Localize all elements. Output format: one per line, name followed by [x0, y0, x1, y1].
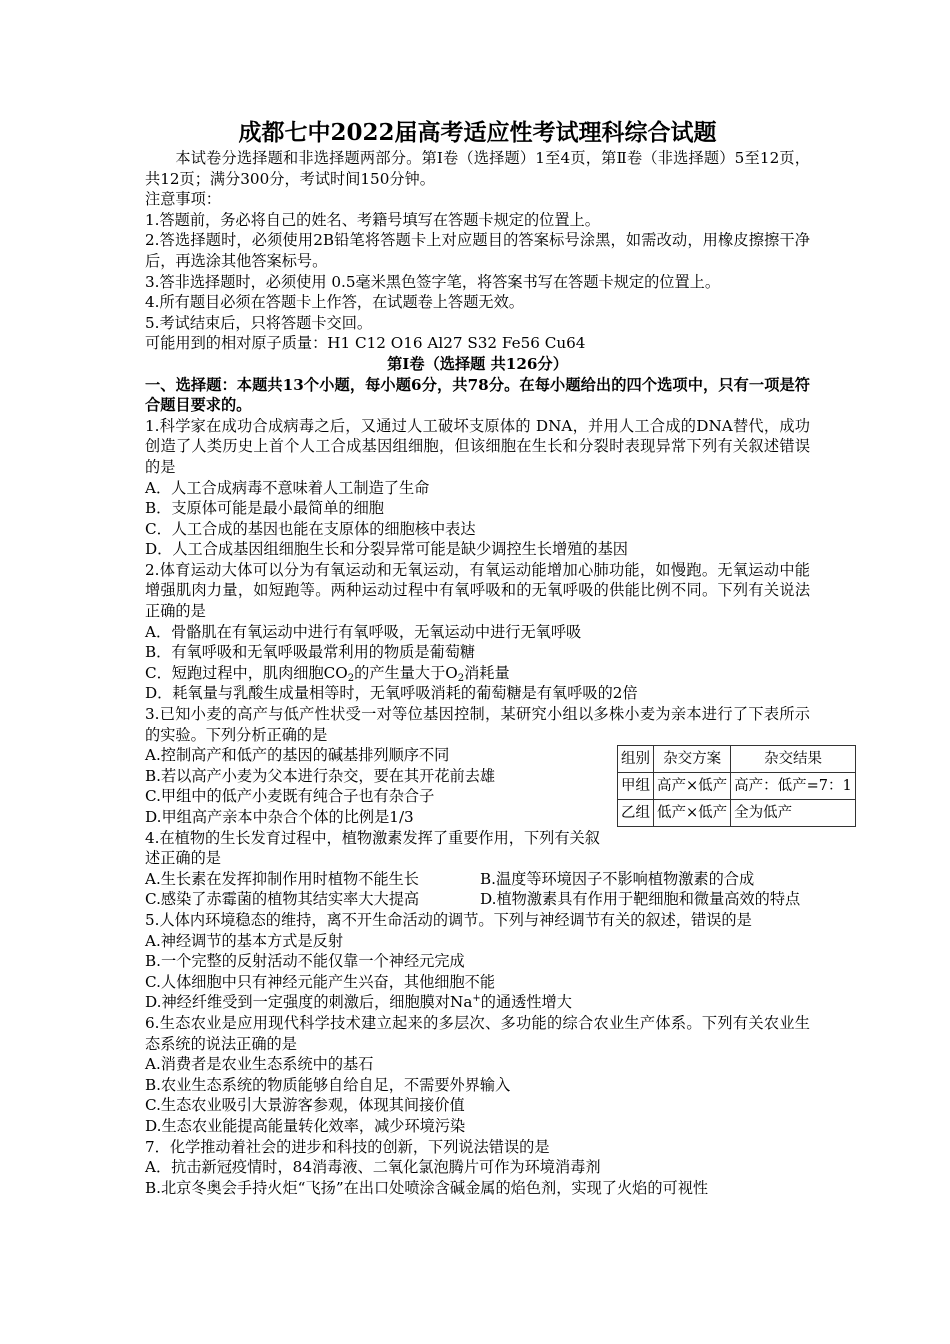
q2-option-a: A．骨骼肌在有氧运动中进行有氧呼吸，无氧运动中进行无氧呼吸	[145, 622, 582, 641]
q4-stem: 4.在植物的生长发育过程中，植物激素发挥了重要作用，下列有关叙述正确的是	[145, 828, 600, 868]
q6-option-a: A.消费者是农业生态系统中的基石	[145, 1055, 374, 1074]
part-one-heading: 一、选择题：本题共13个小题，每小题6分，共78分。在每小题给出的四个选项中，只有一项是符合题目要求的。	[145, 375, 810, 415]
table-row	[618, 746, 856, 773]
q3-option-d: D.甲组高产亲本中杂合个体的比例是1/3	[145, 808, 414, 826]
q5-stem: 5.人体内环境稳态的维持，离不开生命活动的调节。下列与神经调节有关的叙述，错误的是	[145, 910, 752, 929]
notice-3: 3.答非选择题时，必须使用 0.5毫米黑色签字笔，将答案书写在答题卡规定的位置上。	[145, 272, 721, 291]
table-row	[618, 800, 856, 827]
intro-text: 本试卷分选择题和非选择题两部分。第Ⅰ卷（选择题）1至4页，第Ⅱ卷（非选择题）5至12页，共12页；满分300分，考试时间150分钟。	[145, 149, 810, 188]
q5-option-a: A.神经调节的基本方式是反射	[145, 931, 344, 950]
q7-option-a: A．抗击新冠疫情时，84消毒液、二氧化氯泡腾片可作为环境消毒剂	[145, 1158, 601, 1177]
q2-option-d: D．耗氧量与乳酸生成量相等时，无氧呼吸消耗的葡萄糖是有氧呼吸的2倍	[145, 684, 638, 703]
q1-option-c: C．人工合成的基因也能在支原体的细胞核中表达	[145, 519, 476, 538]
q3-option-a: A.控制高产和低产的基因的碱基排列顺序不同	[145, 746, 450, 765]
q2-option-b: B．有氧呼吸和无氧呼吸最常利用的物质是葡萄糖	[145, 643, 476, 662]
q3-cross-table	[617, 745, 856, 827]
q5-option-c: C.人体细胞中只有神经元能产生兴奋，其他细胞不能	[145, 972, 496, 991]
table-cell: 乙组	[618, 800, 654, 827]
q5-option-d: D.神经纤维受到一定强度的刺激后，细胞膜对Na+的通透性增大	[145, 993, 572, 1012]
q4-option-b: B.温度等环境因子不影响植物激素的合成	[480, 869, 755, 888]
q6-option-b: B.农业生态系统的物质能够自给自足，不需要外界输入	[145, 1075, 511, 1094]
table-cell: 高产：低产=7：1	[731, 773, 856, 800]
table-cell: 低产×低产	[654, 800, 731, 827]
table-header-cell: 杂交结果	[731, 746, 856, 773]
table-cell: 高产×低产	[654, 773, 731, 800]
q3-options-block	[145, 745, 852, 869]
atomic-mass-line: 可能用到的相对原子质量：H1 C12 O16 Al27 S32 Fe56 Cu64	[145, 334, 586, 353]
q6-option-c: C.生态农业吸引大景游客参观，体现其间接价值	[145, 1096, 465, 1115]
exam-title: 成都七中2022届高考适应性考试理科综合试题	[238, 119, 717, 146]
q4-options-ab	[145, 869, 810, 890]
table-row	[618, 773, 856, 800]
q7-option-b: B.北京冬奥会手持火炬“飞扬”在出口处喷涂含碱金属的焰色剂，实现了火焰的可视性	[145, 1178, 709, 1197]
q3-stem: 3.已知小麦的高产与低产性状受一对等位基因控制，某研究小组以多株小麦为亲本进行了下表所示的实验。下列分析正确的是	[145, 705, 810, 744]
q5-option-b: B.一个完整的反射活动不能仅靠一个神经元完成	[145, 952, 465, 971]
q2-stem: 2.体育运动大体可以分为有氧运动和无氧运动，有氧运动能增加心肺功能，如慢跑。无氧运动中能增强肌肉力量，如短跑等。两种运动过程中有氧呼吸和的无氧呼吸的供能比例不同。下列有关说法正确的是	[145, 560, 810, 621]
q1-stem: 1.科学家在成功合成病毒之后，又通过人工破坏支原体的 DNA，并用人工合成的DNA替代，成功创造了人类历史上首个人工合成基因组细胞，但该细胞在生长和分裂时表现异常下列有关叙述错误的是	[145, 416, 810, 476]
q1-option-b: B．支原体可能是最小最简单的细胞	[145, 499, 384, 518]
q1-option-a: A．人工合成病毒不意味着人工制造了生命	[145, 478, 430, 497]
notice-5: 5.考试结束后，只将答题卡交回。	[145, 313, 373, 332]
table-header-cell: 组别	[618, 746, 654, 773]
notice-1: 1.答题前，务必将自己的姓名、考籍号填写在答题卡规定的位置上。	[145, 210, 600, 229]
table-cell: 全为低产	[731, 800, 856, 827]
q2-option-c: C．短跑过程中，肌肉细胞$CO_2$的产生量大于$O_2$消耗量	[145, 663, 510, 684]
q3-option-b: B.若以高产小麦为父本进行杂交，要在其开花前去雄	[145, 766, 496, 785]
table-header-cell: 杂交方案	[654, 746, 731, 773]
q7-stem: 7．化学推动着社会的进步和科技的创新，下列说法错误的是	[145, 1137, 550, 1156]
q4-option-d: D.植物激素具有作用于靶细胞和微量高效的特点	[480, 890, 801, 909]
q4-options-cd	[145, 889, 810, 910]
q6-stem: 6.生态农业是应用现代科学技术建立起来的多层次、多功能的综合农业生产体系。下列有关农业生态系统的说法正确的是	[145, 1013, 810, 1053]
exam-page	[145, 118, 852, 1198]
section-title: 第Ⅰ卷（选择题 共126分）	[387, 354, 568, 373]
q1-option-d: D．人工合成基因组细胞生长和分裂异常可能是缺少调控生长增殖的基因	[145, 540, 628, 559]
q3-option-c: C.甲组中的低产小麦既有纯合子也有杂合子	[145, 787, 435, 806]
notice-title: 注意事项：	[145, 190, 221, 209]
table-cell: 甲组	[618, 773, 654, 800]
q4-option-c: C.感染了赤霉菌的植物其结实率大大提高	[145, 890, 420, 909]
q6-option-d: D.生态农业能提高能量转化效率，减少环境污染	[145, 1116, 466, 1135]
q4-option-a: A.生长素在发挥抑制作用时植物不能生长	[145, 869, 419, 888]
notice-4: 4.所有题目必须在答题卡上作答，在试题卷上答题无效。	[145, 293, 524, 312]
notice-2: 2.答选择题时，必须使用2B铅笔将答题卡上对应题目的答案标号涂黑，如需改动，用橡皮擦擦干净后，再选涂其他答案标号。	[145, 231, 810, 270]
